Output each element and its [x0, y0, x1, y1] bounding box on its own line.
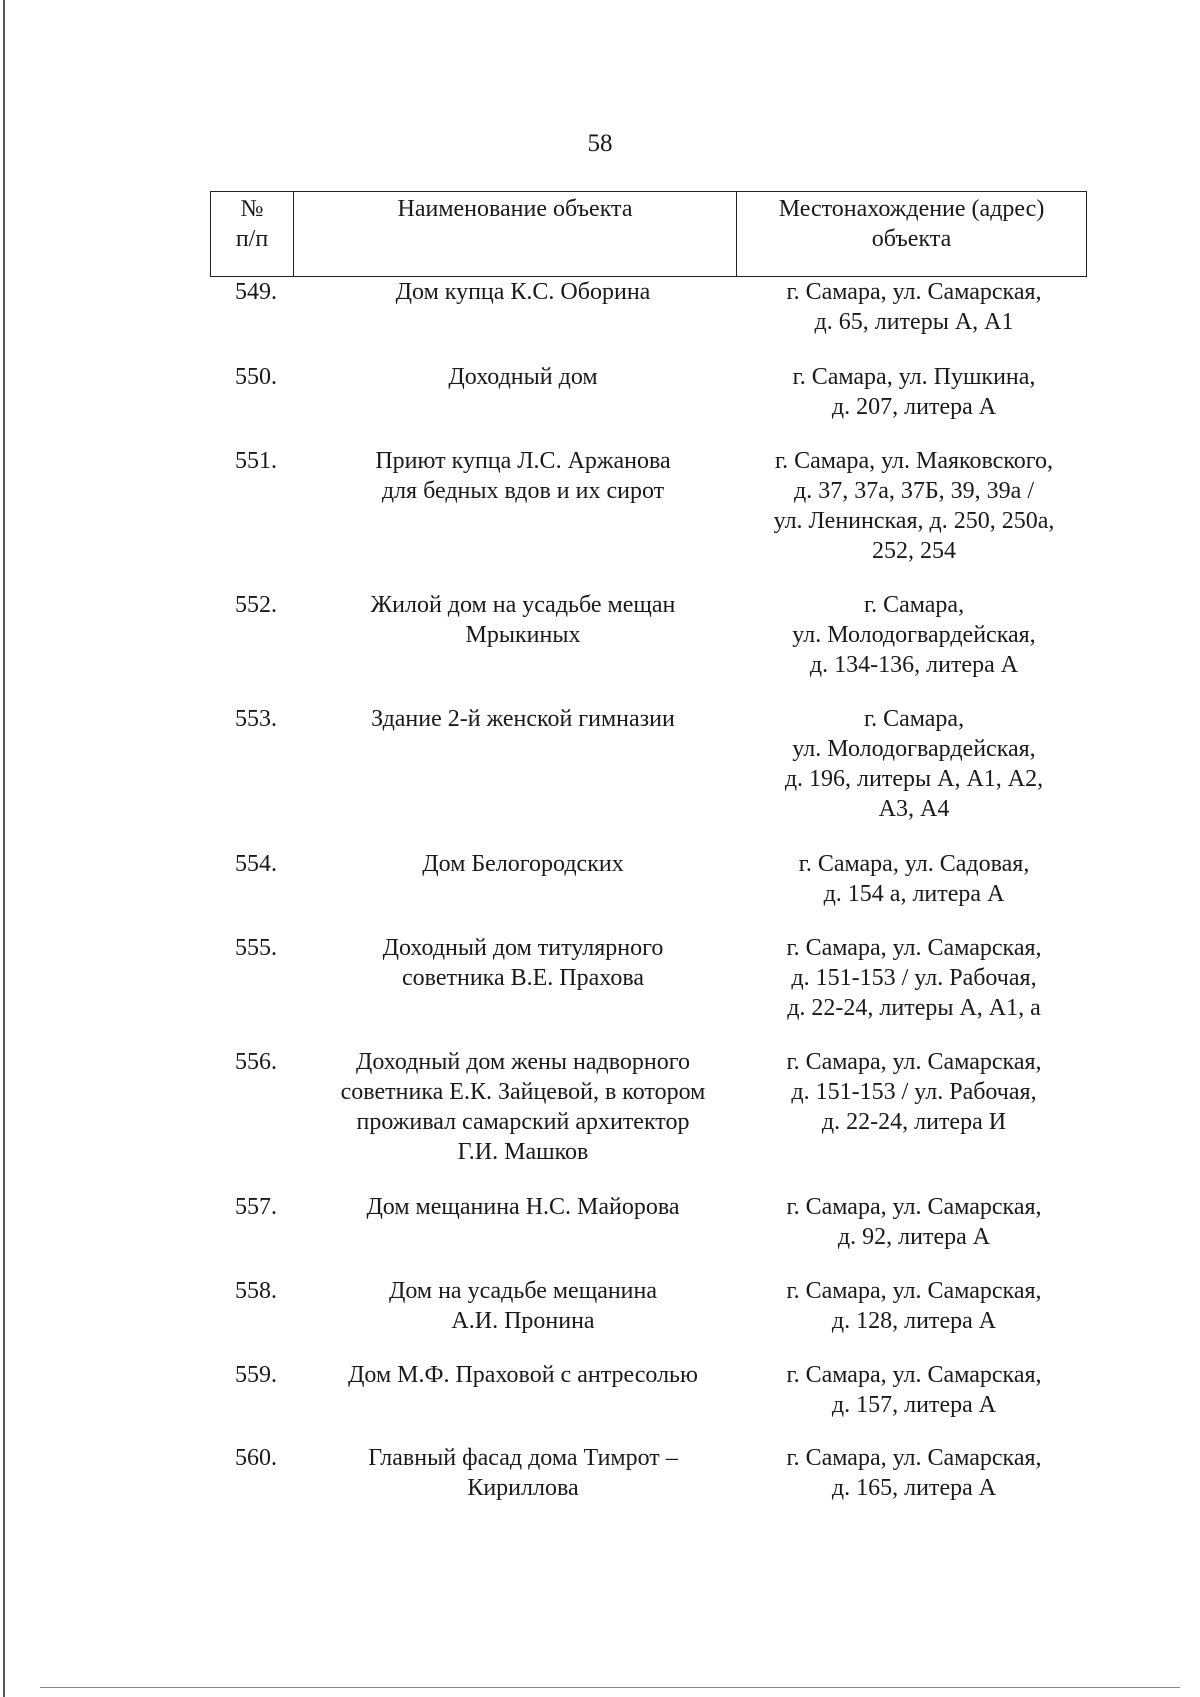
header-object-name: Наименование объекта [294, 192, 737, 276]
row-object-name: Дом Белогородских [422, 851, 624, 877]
row-object-address: г. Самара, ул. Самарская, д. 165, литера А [786, 1445, 1042, 1501]
row-object-address: г. Самара, ул. Самарская, д. 65, литеры А, А1 [786, 279, 1042, 335]
page-number: 58 [587, 130, 613, 157]
row-object-name: Доходный дом жены надворного советника Е.К. Зайцевой, в котором проживал самарский архитектор Г.И. Машков [340, 1049, 706, 1165]
row-number: 549. [235, 279, 277, 305]
row-object-name: Дом М.Ф. Праховой с антресолью [348, 1362, 698, 1388]
row-object-address: г. Самара, ул. Молодогвардейская, д. 196, литеры А, А1, А2, А3, А4 [784, 706, 1044, 822]
row-object-address: г. Самара, ул. Садовая, д. 154 а, литера А [798, 851, 1030, 907]
row-object-name: Здание 2-й женской гимназии [371, 706, 675, 732]
row-object-name: Дом мещанина Н.С. Майорова [366, 1194, 680, 1220]
row-number: 550. [235, 364, 277, 390]
row-number: 551. [235, 448, 277, 474]
row-number: 553. [235, 706, 277, 732]
row-number: 554. [235, 851, 277, 877]
row-object-address: г. Самара, ул. Самарская, д. 151-153 / ул. Рабочая, д. 22-24, литера И [786, 1049, 1042, 1135]
scan-edge-left [3, 0, 5, 1697]
row-object-address: г. Самара, ул. Маяковского, д. 37, 37а, 37Б, 39, 39а / ул. Ленинская, д. 250, 250а, 252, 254 [773, 448, 1055, 564]
row-object-address: г. Самара, ул. Пушкина, д. 207, литера А [792, 364, 1036, 420]
row-number: 557. [235, 1194, 277, 1220]
row-object-name: Жилой дом на усадьбе мещан Мрыкиных [370, 592, 676, 648]
row-object-address: г. Самара, ул. Молодогвардейская, д. 134-136, литера А [792, 592, 1036, 678]
row-number: 560. [235, 1445, 277, 1471]
row-object-name: Доходный дом титулярного советника В.Е. Прахова [382, 935, 664, 991]
row-object-name: Дом на усадьбе мещанина А.И. Пронина [388, 1278, 658, 1334]
row-number: 555. [235, 935, 277, 961]
row-number: 552. [235, 592, 277, 618]
scan-edge-bottom [40, 1687, 1180, 1688]
row-number: 559. [235, 1362, 277, 1388]
row-object-address: г. Самара, ул. Самарская, д. 92, литера А [786, 1194, 1042, 1250]
row-object-address: г. Самара, ул. Самарская, д. 151-153 / ул. Рабочая, д. 22-24, литеры А, А1, а [786, 935, 1042, 1021]
header-object-address: Местонахождение (адрес) объекта [778, 196, 1045, 252]
row-number: 556. [235, 1049, 277, 1075]
row-number: 558. [235, 1278, 277, 1304]
row-object-address: г. Самара, ул. Самарская, д. 157, литера А [786, 1362, 1042, 1418]
row-object-name: Доходный дом [448, 364, 598, 390]
row-object-name: Дом купца К.С. Оборина [395, 279, 651, 305]
header-number: № п/п [211, 192, 294, 276]
row-object-address: г. Самара, ул. Самарская, д. 128, литера А [786, 1278, 1042, 1334]
row-object-name: Главный фасад дома Тимрот – Кириллова [368, 1445, 678, 1501]
table-header [210, 191, 1087, 277]
row-object-name: Приют купца Л.С. Аржанова для бедных вдов и их сирот [375, 448, 671, 504]
